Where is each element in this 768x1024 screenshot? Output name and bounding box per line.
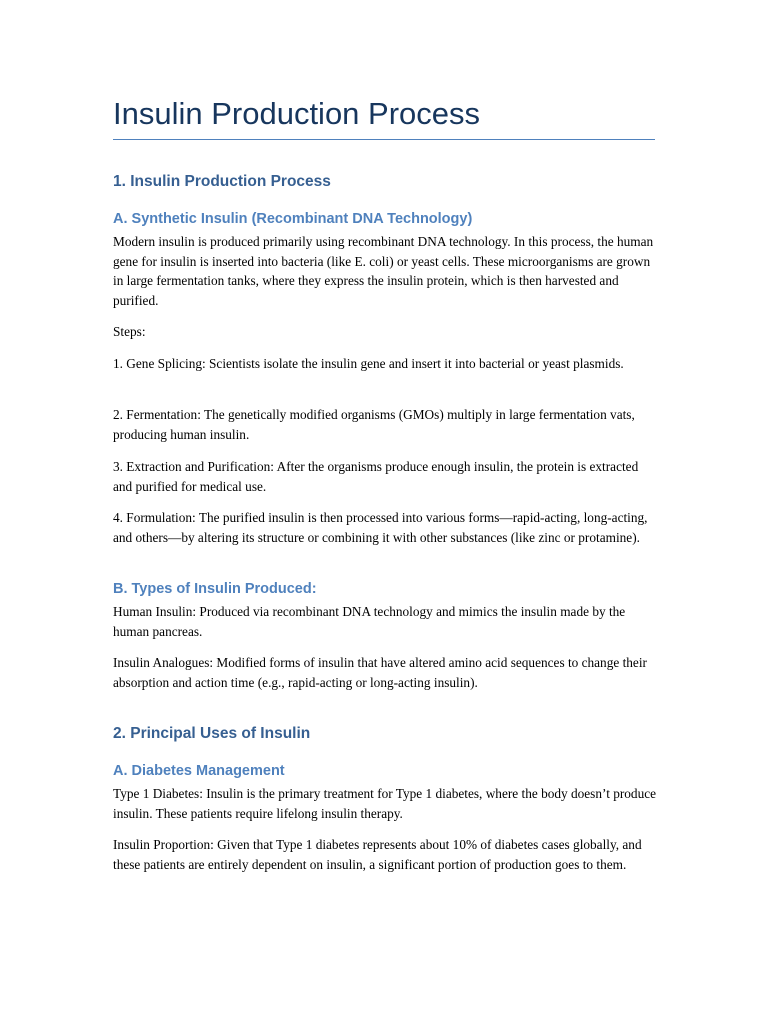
paragraph-insulin-proportion: Insulin Proportion: Given that Type 1 diabetes represents about 10% of diabetes cases globally, and these patients are entirely dependent on insulin, a significant portion of production goes to them. xyxy=(113,837,642,872)
paragraph-human-insulin: Human Insulin: Produced via recombinant DNA technology and mimics the insulin made by the human pancreas. xyxy=(113,604,626,639)
section-heading-uses: 2. Principal Uses of Insulin xyxy=(113,725,311,742)
title-underline xyxy=(113,139,655,140)
paragraph-step-extraction: 3. Extraction and Purification: After the organisms produce enough insulin, the protein is extracted and purified for medical use. xyxy=(113,459,639,494)
paragraph-step-gene-splicing: 1. Gene Splicing: Scientists isolate the insulin gene and insert it into bacterial or yeast plasmids. xyxy=(113,356,624,371)
paragraph-insulin-analogues: Insulin Analogues: Modified forms of insulin that have altered amino acid sequences to change their absorption and action time (e.g., rapid-acting or long-acting insulin). xyxy=(113,655,647,690)
subsection-heading-diabetes-management: A. Diabetes Management xyxy=(113,763,285,779)
subsection-heading-types: B. Types of Insulin Produced: xyxy=(113,581,317,597)
paragraph-step-fermentation: 2. Fermentation: The genetically modified organisms (GMOs) multiply in large fermentation vats, producing human insulin. xyxy=(113,407,635,442)
section-heading-production: 1. Insulin Production Process xyxy=(113,173,331,190)
paragraph-synthetic-intro: Modern insulin is produced primarily using recombinant DNA technology. In this process, the human gene for insulin is inserted into bacteria (like E. coli) or yeast cells. These microorganisms are grown in large fermentation tanks, where they express the insulin protein, which is then harvested and purified. xyxy=(113,234,654,308)
paragraph-steps-label: Steps: xyxy=(113,324,146,339)
document-title: Insulin Production Process xyxy=(113,96,481,131)
paragraph-step-formulation: 4. Formulation: The purified insulin is then processed into various forms—rapid-acting, long-acting, and others—by altering its structure or combining it with other substances (like zinc or protamine). xyxy=(113,510,648,545)
paragraph-type1-diabetes: Type 1 Diabetes: Insulin is the primary treatment for Type 1 diabetes, where the body doesn’t produce insulin. These patients require lifelong insulin therapy. xyxy=(113,786,657,821)
subsection-heading-synthetic-insulin: A. Synthetic Insulin (Recombinant DNA Technology) xyxy=(113,211,473,227)
